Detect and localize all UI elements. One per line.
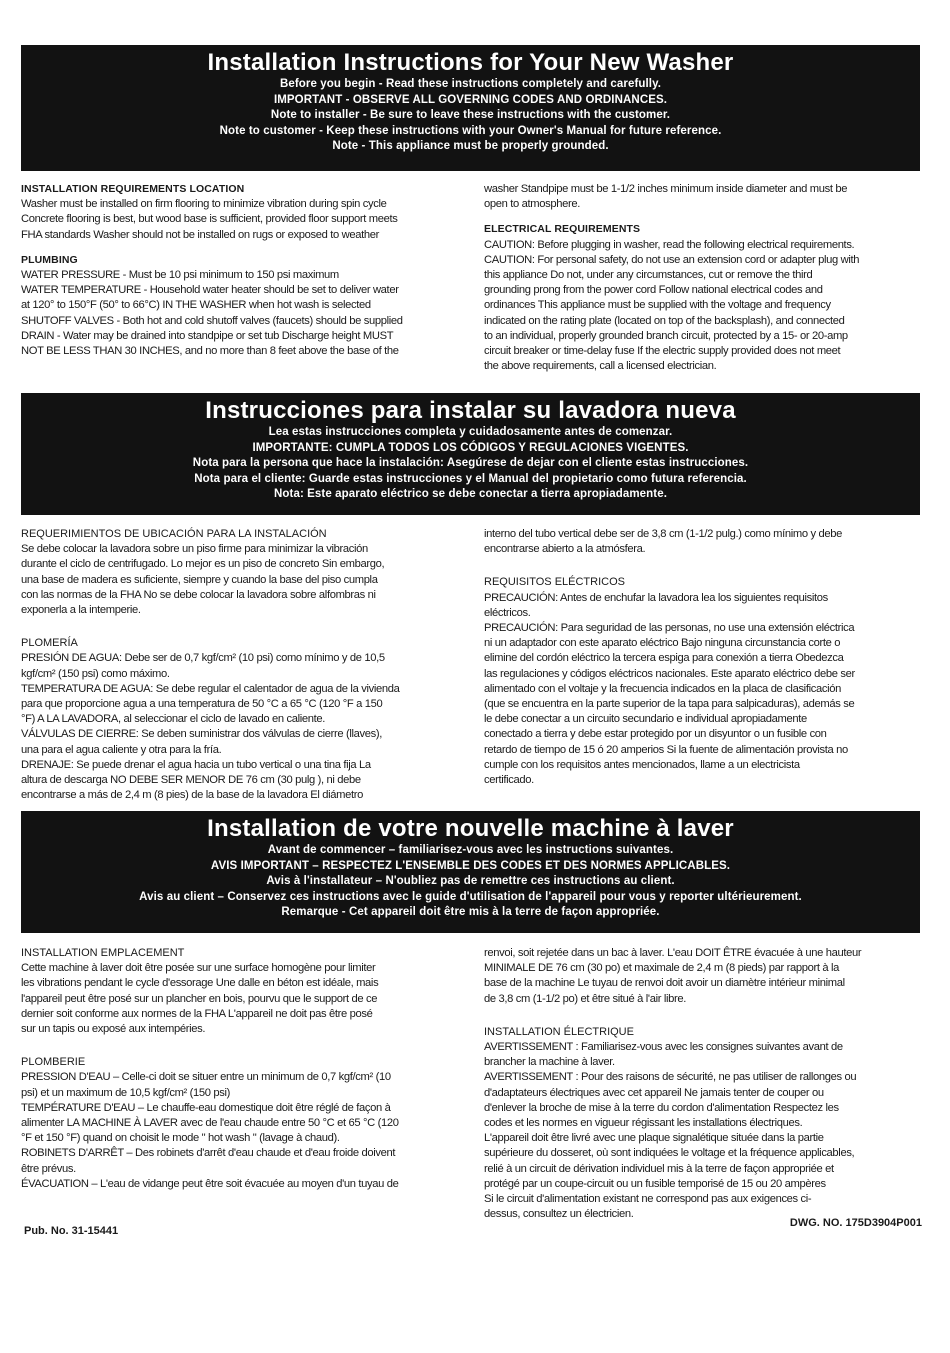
text-line: sur un tapis ou exposé aux intempéries. [21, 1023, 206, 1036]
text-line: con las normas de la FHA No se debe colocar la lavadora sobre alfombras ni [21, 588, 376, 601]
text-line: altura de descarga NO DEBE SER MENOR DE 76 cm (30 pulg ), ni debe [21, 774, 361, 787]
text-line: TEMPERATURA DE AGUA: Se debe regular el calentador de agua de la vivienda [21, 682, 400, 695]
french-note: Avis à l'installateur – N'oubliez pas de remettre ces instructions au client. [266, 875, 675, 887]
french-header-banner [21, 811, 920, 933]
text-line: this appliance Do not, under any circumstances, cut or remove the third [484, 269, 813, 282]
text-line: conectado a tierra y debe estar protegido por un disyuntor o un fusible con [484, 728, 827, 741]
text-line: DRENAJE: Se puede drenar el agua hacia un tubo vertical o una tina fija La [21, 758, 371, 771]
text-line: d'enlever la broche de mise à la terre du cordon d'alimentation Respectez les [484, 1101, 839, 1114]
text-line: Cette machine à laver doit être posée sur une surface homogène pour limiter [21, 962, 376, 975]
plumbing-heading: PLOMBERIE [21, 1056, 86, 1069]
english-note: Before you begin - Read these instructions completely and carefully. [279, 78, 662, 90]
text-line: las regulaciones y códigos eléctricos nacionales. Este aparato eléctrico debe ser [484, 667, 855, 680]
text-line: DRAIN - Water may be drained into standpipe or set tub Discharge height MUST [21, 329, 394, 342]
french-note: Avant de commencer – familiarisez-vous avec les instructions suivantes. [267, 844, 674, 856]
text-line: PRESIÓN DE AGUA: Debe ser de 0,7 kgf/cm² (10 psi) como mínimo y de 10,5 [21, 652, 385, 665]
english-right-column [484, 182, 924, 374]
text-line: Si le circuit d'alimentation existant ne correspond pas aux exigences ci- [484, 1193, 812, 1206]
text-line: les vibrations pendant le cycle d'essorage Une dalle en béton est idéale, mais [21, 977, 379, 990]
text-line: d'adaptateurs électriques avec cet appareil Ne jamais tenter de couper ou [484, 1086, 824, 1099]
text-line: elimine del cordón eléctrico la tercera espiga para conexión a tierra Obedezca [484, 652, 844, 665]
text-line: circuit breaker or time-delay fuse If the electric supply provided does not meet [484, 345, 841, 358]
spanish-title: Instrucciones para instalar su lavadora nueva [205, 397, 736, 424]
text-line: alimentado con el voltaje y la frecuencia indicados en la placa de clasificación [484, 682, 841, 695]
text-line: PRESSION D'EAU – Celle-ci doit se situer entre un minimum de 0,7 kgf/cm² (10 [21, 1071, 391, 1084]
french-right-column [484, 946, 924, 1222]
plumbing-heading: PLUMBING [21, 253, 78, 266]
text-line: para que proporcione agua a una temperatura de 50 °C a 65 °C (120 °F a 150 [21, 698, 383, 711]
plumbing-heading: PLOMERÍA [21, 637, 78, 650]
text-line: ROBINETS D'ARRÊT – Des robinets d'arrêt d'eau chaude et d'eau froide doivent [21, 1147, 396, 1160]
text-line: protégé par un coupe-circuit ou un fusible temporisé de 15 ou 20 ampères [484, 1177, 826, 1190]
spanish-note: Nota para el cliente: Guarde estas instrucciones y el Manual del propietario como futura referencia. [194, 472, 747, 485]
english-note: IMPORTANT - OBSERVE ALL GOVERNING CODES AND ORDINANCES. [273, 93, 668, 106]
text-line: WATER TEMPERATURE - Household water heater should be set to deliver water [21, 284, 399, 297]
text-line: (que se encuentra en la parte superior de la tapa para salpicaduras), además se [484, 698, 855, 711]
text-line: FHA standards Washer should not be installed on rugs or exposed to weather [21, 228, 380, 241]
spanish-note: IMPORTANTE: CUMPLA TODOS LOS CÓDIGOS Y REGULACIONES VIGENTES. [252, 441, 689, 454]
electrical-heading: ELECTRICAL REQUIREMENTS [484, 223, 641, 236]
french-note: Avis au client – Conservez ces instructions avec le guide d'utilisation de l'appareil pour vous y reporter ultérieurement. [139, 890, 802, 903]
text-line: base de la machine Le tuyau de renvoi doit avoir un diamètre intérieur minimal [484, 977, 845, 990]
text-line: at 120° to 150°F (50° to 66°C) IN THE WASHER when hot wash is selected [21, 299, 371, 312]
publication-number: Pub. No. 31-15441 [24, 1225, 119, 1237]
text-line: TEMPÉRATURE D'EAU – Le chauffe-eau domestique doit être réglé de façon à [21, 1101, 391, 1114]
text-line: VÁLVULAS DE CIERRE: Se deben suministrar dos válvulas de cierre (llaves), [21, 728, 382, 741]
text-line: supérieure du dosseret, où sont indiquées le voltage et la fréquence applicables, [484, 1147, 855, 1160]
french-title: Installation de votre nouvelle machine à laver [207, 815, 734, 842]
drawing-number: DWG. NO. 175D3904P001 [789, 1217, 922, 1229]
text-line: relié à un circuit de dérivation individuel mis à la terre de façon appropriée et [484, 1162, 834, 1175]
text-line: PRECAUCIÓN: Para seguridad de las personas, no use una extensión eléctrica [484, 622, 855, 635]
spanish-right-column [484, 527, 924, 788]
text-line: L'appareil doit être livré avec une plaque signalétique située dans la partie [484, 1132, 824, 1145]
english-left-column [21, 182, 476, 359]
text-line: retardo de tiempo de 15 ó 20 amperios Si la fuente de alimentación provista no [484, 743, 848, 756]
text-line: SHUTOFF VALVES - Both hot and cold shutoff valves (faucets) should be supplied [21, 314, 403, 327]
text-line: brancher la machine à laver. [484, 1056, 615, 1069]
location-heading: REQUERIMIENTOS DE UBICACIÓN PARA LA INSTALACIÓN [21, 528, 327, 540]
text-line: ni un adaptador con este aparato eléctrico Bajo ninguna circunstancia corte o [484, 637, 841, 650]
text-line: CAUTION: For personal safety, do not use an extension cord or adapter plug with [484, 253, 860, 266]
english-title: Installation Instructions for Your New Washer [207, 49, 734, 76]
text-line: durante el ciclo de centrifugado. Lo mejor es un piso de concreto Sin embargo, [21, 558, 385, 571]
text-line: dessus, consultez un électricien. [484, 1208, 634, 1221]
text-line: psi) et un maximum de 10,5 kgf/cm² (150 psi) [21, 1086, 231, 1099]
text-line: encontrarse abierto a la atmósfera. [484, 543, 646, 556]
spanish-note: Lea estas instrucciones completa y cuidadosamente antes de comenzar. [268, 426, 673, 438]
text-line: to an individual, properly grounded branch circuit, protected by a 15- or 20-amp [484, 329, 848, 342]
spanish-note: Nota: Este aparato eléctrico se debe conectar a tierra apropiadamente. [273, 488, 668, 500]
text-line: AVERTISSEMENT : Pour des raisons de sécurité, ne pas utiliser de rallonges ou [484, 1071, 857, 1084]
text-line: l'appareil peut être posé sur un plancher en bois, pourvu que le support de ce [21, 992, 378, 1005]
electrical-heading: INSTALLATION ÉLECTRIQUE [484, 1025, 634, 1038]
spanish-header-banner [21, 393, 920, 515]
text-line: °F et 150 °F) quand on choisit le mode " hot wash " (lavage à chaud). [21, 1132, 340, 1145]
electrical-heading: REQUISITOS ELÉCTRICOS [484, 576, 625, 589]
text-line: dernier soit conforme aux normes de la FHA L'appareil ne doit pas être posé [21, 1007, 373, 1020]
text-line: °F) A LA LAVADORA, al seleccionar el ciclo de lavado en caliente. [21, 713, 326, 726]
text-line: open to atmosphere. [484, 198, 580, 211]
text-line: interno del tubo vertical debe ser de 3,8 cm (1-1/2 pulg.) como mínimo y debe [484, 528, 842, 540]
english-note: Note to customer - Keep these instructions with your Owner's Manual for future reference. [219, 124, 722, 137]
text-line: AVERTISSEMENT : Familiarisez-vous avec les consignes suivantes avant de [484, 1041, 843, 1054]
english-note: Note - This appliance must be properly grounded. [332, 140, 609, 152]
text-line: Se debe colocar la lavadora sobre un piso firme para minimizar la vibración [21, 543, 368, 556]
french-note: AVIS IMPORTANT – RESPECTEZ L'ENSEMBLE DES CODES ET DES NORMES APPLICABLES. [210, 859, 731, 872]
text-line: Washer must be installed on firm flooring to minimize vibration during spin cycle [21, 198, 387, 211]
text-line: cumple con los requisitos antes mencionados, llame a un electricista [484, 758, 800, 771]
text-line: eléctricos. [484, 606, 531, 619]
text-line: the above requirements, call a licensed electrician. [484, 360, 717, 373]
english-header-banner [21, 45, 920, 171]
text-line: washer Standpipe must be 1-1/2 inches minimum inside diameter and must be [484, 183, 848, 195]
text-line: indicated on the rating plate (located on top of the backsplash), and connected [484, 314, 845, 327]
text-line: ordinances This appliance must be supplied with the voltage and frequency [484, 299, 831, 312]
text-line: WATER PRESSURE - Must be 10 psi minimum to 150 psi maximum [21, 269, 339, 282]
text-line: de 3,8 cm (1-1/2 po) et être situé à l'air libre. [484, 992, 687, 1005]
french-left-column [21, 946, 476, 1192]
spanish-left-column [21, 527, 476, 803]
french-note: Remarque - Cet appareil doit être mis à la terre de façon appropriée. [281, 906, 660, 918]
text-line: una base de madera es suficiente, siempre y cuando la base del piso cumpla [21, 573, 378, 586]
spanish-note: Nota para la persona que hace la instalación: Asegúrese de dejar con el cliente estas instrucciones. [192, 457, 749, 469]
text-line: PRECAUCIÓN: Antes de enchufar la lavadora lea los siguientes requisitos [484, 591, 828, 604]
text-line: être prévus. [21, 1162, 76, 1175]
text-line: ÉVACUATION – L'eau de vidange peut être soit évacuée au moyen d'un tuyau de [21, 1177, 399, 1190]
text-line: CAUTION: Before plugging in washer, read the following electrical requirements. [484, 238, 855, 251]
text-line: certificado. [484, 774, 534, 787]
text-line: renvoi, soit rejetée dans un bac à laver. L'eau DOIT ÊTRE évacuée à une hauteur [484, 947, 862, 959]
text-line: MINIMALE DE 76 cm (30 po) et maximale de 2,4 m (8 pieds) par rapport à la [484, 962, 839, 975]
text-line: grounding prong from the power cord Follow national electrical codes and [484, 284, 823, 297]
text-line: encontrarse a más de 2,4 m (8 pies) de la base de la lavadora El diámetro [21, 789, 363, 802]
text-line: una para el agua caliente y otra para la fría. [21, 743, 222, 756]
text-line: Concrete flooring is best, but wood base is sufficient, provided floor support meets [21, 213, 398, 226]
text-line: alimenter LA MACHINE À LAVER avec de l'eau chaude entre 50 °C et 65 °C (120 [21, 1117, 399, 1130]
location-heading: INSTALLATION REQUIREMENTS LOCATION [21, 183, 245, 195]
text-line: le debe conectar a un circuito secundario e individual apropiadamente [484, 713, 807, 726]
english-note: Note to installer - Be sure to leave these instructions with the customer. [270, 109, 671, 121]
text-line: codes et les normes en vigueur régissant les installations électriques. [484, 1117, 803, 1130]
text-line: exponerla a la intemperie. [21, 604, 141, 617]
text-line: NOT BE LESS THAN 30 INCHES, and no more than 8 feet above the base of the [21, 345, 399, 358]
location-heading: INSTALLATION EMPLACEMENT [21, 947, 185, 959]
text-line: kgf/cm² (150 psi) como máximo. [21, 667, 170, 680]
